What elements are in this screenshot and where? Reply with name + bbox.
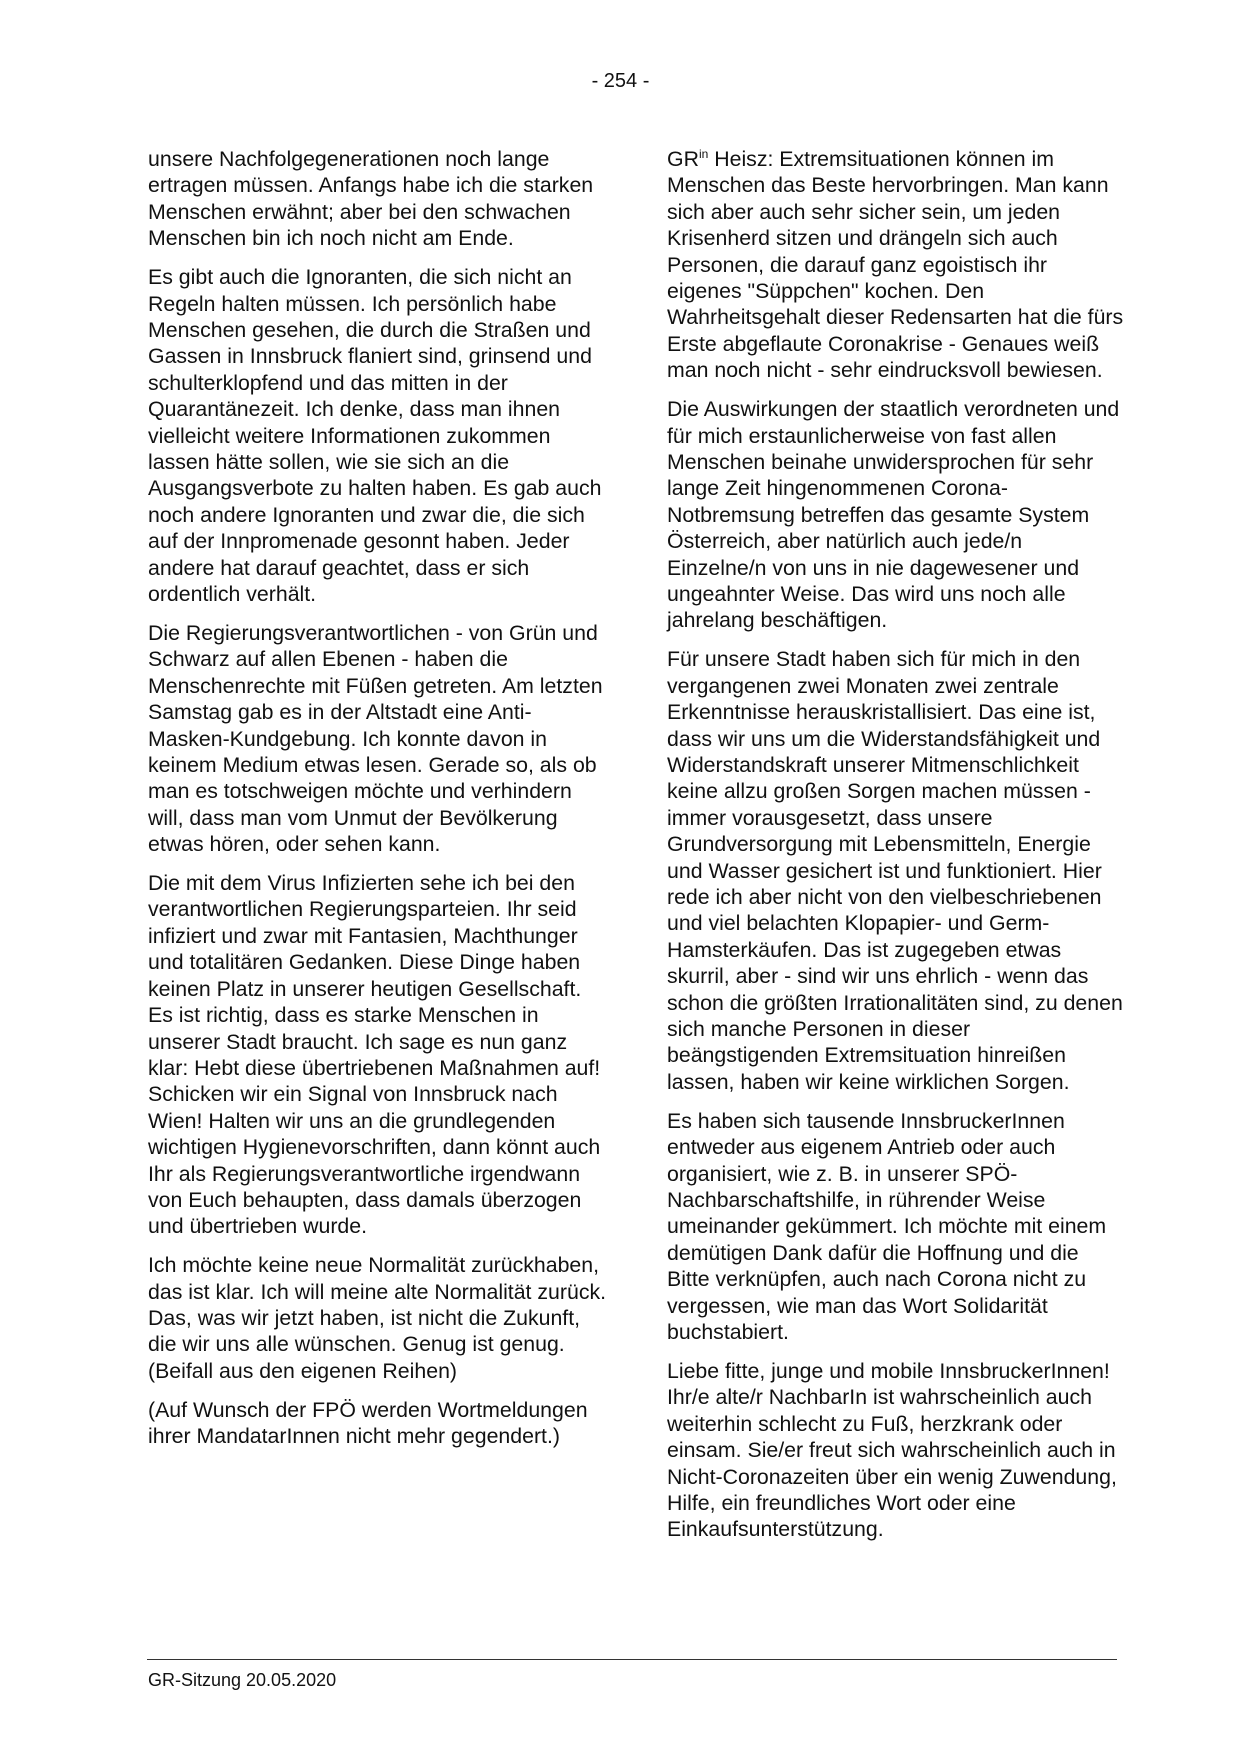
speaker-title-superscript: in xyxy=(698,146,709,161)
paragraph: unsere Nachfolgegenerationen noch lange ertragen müssen. Anfangs habe ich die starken Menschen erwähnt; aber bei den schwachen Menschen bin ich noch nicht am Ende. xyxy=(148,147,594,251)
left-column xyxy=(148,146,608,1462)
speaker-text: Heisz: Extremsituationen können im Menschen das Beste hervorbringen. Man kann sich aber auch sehr sicher sein, um jeden Krisenherd sitzen und drängeln sich auch Personen, die darauf ganz egoistisch ihr eigenes "Süppchen" kochen. Den Wahrheitsgehalt dieser Redensarten hat die fürs Erste abgeflaute Coronakrise - Genaues weiß man noch nicht - sehr eindrucksvoll bewiesen. xyxy=(667,147,1124,383)
paragraph: (Auf Wunsch der FPÖ werden Wortmeldungen ihrer MandatarInnen nicht mehr gegendert.) xyxy=(148,1397,588,1449)
paragraph: Die Regierungsverantwortlichen - von Grün und Schwarz auf allen Ebenen - haben die Menschenrechte mit Füßen getreten. Am letzten Samstag gab es in der Altstadt eine Anti-Masken-Kundgebung. Ich konnte davon in keinem Medium etwas lesen. Gerade so, als ob man es totschweigen möchte und verhindern will, dass man vom Unmut der Bevölkerung etwas hören, oder sehen kann. xyxy=(148,620,603,857)
paragraph: Die mit dem Virus Infizierten sehe ich bei den verantwortlichen Regierungsparteien. Ihr seid infiziert und zwar mit Fantasien, Machthunger und totalitären Gedanken. Diese Dinge haben keinen Platz in unserer heutigen Gesellschaft. Es ist richtig, dass es starke Menschen in unserer Stadt braucht. Ich sage es nun ganz klar: Hebt diese übertriebenen Maßnahmen auf! Schicken wir ein Signal von Innsbruck nach Wien! Halten wir uns an die grundlegenden wichtigen Hygienevorschriften, dann könnt auch Ihr als Regierungsverantwortliche irgendwann von Euch behaupten, dass damals überzogen und übertrieben wurde. xyxy=(148,871,601,1239)
paragraph: Es gibt auch die Ignoranten, die sich nicht an Regeln halten müssen. Ich persönlich habe Menschen gesehen, die durch die Straßen und Gassen in Innsbruck flaniert sind, grinsend und schulterklopfend und das mitten in der Quarantänezeit. Ich denke, dass man ihnen vielleicht weitere Informationen zukommen lassen hätte sollen, wie sie sich an die Ausgangsverbote zu halten haben. Es gab auch noch andere Ignoranten und zwar die, die sich auf der Innpromenade gesonnt haben. Jeder andere hat darauf geachtet, dass er sich ordentlich verhält. xyxy=(148,265,602,606)
right-column xyxy=(667,146,1127,1555)
paragraph: Ich möchte keine neue Normalität zurückhaben, das ist klar. Ich will meine alte Normalität zurück. Das, was wir jetzt haben, ist nicht die Zukunft, die wir uns alle wünschen. Genug ist genug. (Beifall aus den eigenen Reihen) xyxy=(148,1253,607,1383)
paragraph: Für unsere Stadt haben sich für mich in den vergangenen zwei Monaten zwei zentrale Erkenntnisse herauskristallisiert. Das eine ist, dass wir uns um die Widerstandsfähigkeit und Widerstandskraft unserer Mitmenschlichkeit keine allzu großen Sorgen machen müssen - immer vorausgesetzt, dass unsere Grundversorgung mit Lebensmitteln, Energie und Wasser gesichert ist und funktioniert. Hier rede ich aber nicht von den vielbeschriebenen und viel belachten Klopapier- und Germ-Hamsterkäufen. Das ist zugegeben etwas skurril, aber - sind wir uns ehrlich - wenn das schon die größten Irrationalitäten sind, zu denen sich manche Personen in dieser beängstigenden Extremsituation hinreißen lassen, haben wir keine wirklichen Sorgen. xyxy=(667,647,1123,1094)
paragraph: Liebe fitte, junge und mobile InnsbruckerInnen! Ihr/e alte/r NachbarIn ist wahrscheinlich auch weiterhin schlecht zu Fuß, herzkrank oder einsam. Sie/er freut sich wahrscheinlich auch in Nicht-Coronazeiten über ein wenig Zuwendung, Hilfe, ein freundliches Wort oder eine Einkaufsunterstützung. xyxy=(667,1358,1117,1542)
page-number: - 254 - xyxy=(591,70,650,92)
speaker-title: GR xyxy=(667,147,699,171)
footer-session-date: GR-Sitzung 20.05.2020 xyxy=(148,1670,337,1690)
footer-divider xyxy=(147,1659,1117,1660)
paragraph: Die Auswirkungen der staatlich verordneten und für mich erstaunlicherweise von fast allen Menschen beinahe unwidersprochen für sehr lange Zeit hingenommenen Corona-Notbremsung betreffen das gesamte System Österreich, aber natürlich auch jede/n Einzelne/n von uns in nie dagewesener und ungeahnter Weise. Das wird uns noch alle jahrelang beschäftigen. xyxy=(667,397,1120,633)
speaker-paragraph xyxy=(667,146,1127,384)
paragraph: Es haben sich tausende InnsbruckerInnen entweder aus eigenem Antrieb oder auch organisiert, wie z. B. in unserer SPÖ-Nachbarschaftshilfe, in rührender Weise umeinander gekümmert. Ich möchte mit einem demütigen Dank dafür die Hoffnung und die Bitte verknüpfen, auch nach Corona nicht zu vergessen, wie man das Wort Solidarität buchstabiert. xyxy=(667,1108,1107,1344)
